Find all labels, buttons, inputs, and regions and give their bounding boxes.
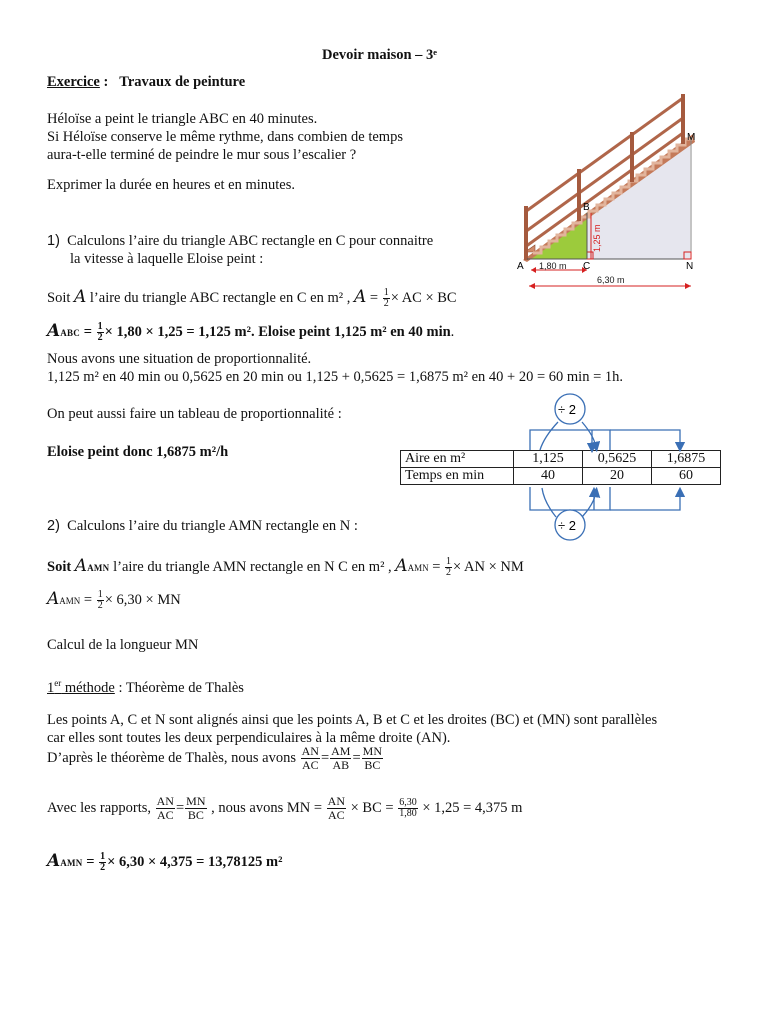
ratio-an-ac-3: [327, 795, 346, 822]
soit-word: Soit: [47, 290, 74, 306]
intro-line-3: aura-t-elle terminé de peindre le mur sous l’escalier ?: [47, 147, 357, 163]
fraction-half: [383, 288, 390, 309]
frac-num: MN: [362, 744, 383, 758]
cell-area-2: 0,5625: [583, 451, 652, 468]
frac-den: 2: [383, 298, 389, 310]
final-eq: =: [86, 854, 95, 870]
label-m: M: [687, 132, 696, 143]
frac-num: 1: [383, 287, 389, 299]
area-symbol-abc: A: [47, 321, 61, 341]
method-num: 1: [47, 679, 55, 696]
frac-num: 1: [446, 556, 452, 568]
exercise-sep: :: [99, 74, 109, 90]
soit-word-2: Soit: [47, 559, 75, 575]
ratios-result: × 1,25 = 4,375 m: [418, 799, 523, 816]
frac-den: 2: [97, 600, 103, 612]
op-top-label: ÷ 2: [558, 402, 576, 417]
table-arrows: [520, 392, 740, 552]
dim-bc: 1,25 m: [592, 224, 602, 252]
intro-line-4: Exprimer la durée en heures et en minutes.: [47, 177, 296, 193]
amn-sub-final: AMN: [60, 858, 83, 868]
frac-num: 6,30: [399, 797, 417, 808]
row-head-area: Aire en m²: [401, 451, 514, 468]
soit-text: l’aire du triangle ABC rectangle en C en m² ,: [86, 290, 354, 306]
abc-dot: .: [450, 324, 455, 340]
ratio-an-ac-2: [156, 795, 175, 822]
label-n: N: [686, 261, 694, 272]
soit-formula: × AC × BC: [390, 290, 457, 306]
area-symbol-final: A: [47, 851, 61, 871]
frac-num: 1: [100, 851, 106, 863]
soit-formula-2: × AN × NM: [453, 559, 524, 575]
staircase-figure: [505, 92, 715, 292]
frac-den: AB: [332, 758, 350, 772]
thales-para-1: Les points A, C et N sont alignés ainsi que les points A, B et C et les droites (BC) et (MN) sont parallèles: [47, 712, 658, 728]
intro-line-2: Si Héloïse conserve le même rythme, dans combien de temps: [47, 129, 403, 145]
method-rest: : Théorème de Thalès: [114, 679, 244, 696]
frac-num: AM: [331, 744, 351, 758]
frac-den: AC: [156, 808, 174, 822]
frac-den: BC: [187, 808, 204, 822]
ratio-mn-bc-2: [185, 795, 206, 822]
ratios-text-2: , nous avons MN =: [207, 799, 326, 816]
eq-2: =: [352, 749, 361, 766]
frac-den: AC: [327, 808, 345, 822]
final-calc: × 6,30 × 4,375 = 13,78125 m²: [107, 854, 283, 870]
exercise-name: Travaux de peinture: [119, 74, 246, 90]
mn-title: Calcul de la longueur MN: [47, 637, 199, 653]
amn-formula: × 6,30 × MN: [104, 592, 181, 608]
cell-area-3: 1,6875: [652, 451, 721, 468]
ratios-text-3: × BC =: [347, 799, 398, 816]
fraction-half-final: [99, 852, 106, 873]
frac-num: 1: [97, 321, 103, 333]
amn-sub: AMN: [87, 563, 110, 573]
area-symbol-amn-3: A: [47, 589, 60, 609]
table-intro: On peut aussi faire un tableau de proportionnalité :: [47, 406, 342, 422]
part1-num: 1): [47, 233, 60, 249]
abc-eq: =: [83, 324, 92, 340]
frac-den: BC: [364, 758, 381, 772]
method-word: méthode: [61, 679, 115, 696]
frac-den: 1,80: [399, 808, 417, 819]
dim-an: 6,30 m: [597, 275, 625, 285]
part2-text-1: Calculons l’aire du triangle AMN rectangle en N :: [67, 518, 358, 534]
eq-1: =: [320, 749, 330, 766]
frac-den: AC: [301, 758, 319, 772]
area-symbol-2: A: [353, 287, 367, 307]
label-b: B: [583, 202, 590, 213]
abc-sub: ABC: [60, 328, 81, 338]
final-area-line: [47, 852, 282, 873]
fraction-half-2: [445, 557, 452, 578]
part1-text-1: Calculons l’aire du triangle ABC rectangle en C pour connaitre: [67, 233, 434, 249]
cell-time-3: 60: [652, 468, 721, 485]
method-sup: er: [54, 678, 62, 688]
method-heading: [47, 674, 244, 697]
thales-para-2: car elles sont toutes les deux perpendiculaires à la même droite (AN).: [47, 730, 451, 746]
op-bottom-label: ÷ 2: [558, 518, 576, 533]
ratio-mn-bc: [362, 745, 383, 772]
area-symbol-amn-2: A: [395, 556, 408, 576]
amn-line-2: [47, 590, 181, 611]
thales-text: D’après le théorème de Thalès, nous avons: [47, 749, 300, 766]
prop-calc: 1,125 m² en 40 min ou 0,5625 en 20 min ou 1,125 + 0,5625 = 1,6875 m² en 40 + 20 = 60 min = 1h.: [47, 369, 623, 385]
cell-time-2: 20: [583, 468, 652, 485]
part1-line-1: [47, 232, 433, 250]
frac-num: MN: [186, 794, 206, 808]
intro-line-1: Héloïse a peint le triangle ABC en 40 minutes.: [47, 111, 318, 127]
amn-sub-3: AMN: [59, 596, 81, 606]
prop-line: Nous avons une situation de proportionnalité.: [47, 351, 312, 367]
frac-den: 2: [100, 862, 106, 874]
exercise-heading: [47, 73, 245, 91]
cell-time-1: 40: [514, 468, 583, 485]
ratio-630-180: [398, 798, 418, 819]
frac-num: AN: [327, 794, 345, 808]
area-symbol: A: [74, 287, 87, 307]
cell-area-1: 1,125: [514, 451, 583, 468]
frac-den: 2: [446, 567, 452, 579]
eq-3: =: [175, 799, 185, 816]
part1-soit-line: [47, 288, 457, 309]
frac-num: AN: [301, 744, 319, 758]
part2-line-1: [47, 517, 358, 535]
ratios-text: Avec les rapports,: [47, 799, 155, 816]
thales-equation: [47, 745, 384, 772]
label-c: C: [583, 261, 591, 272]
soit-text-2: l’aire du triangle AMN rectangle en N C en m² ,: [109, 559, 396, 575]
abc-area-line: [47, 322, 454, 343]
ratios-line: [47, 795, 522, 822]
ratio-an-ac: [301, 745, 320, 772]
part2-soit-line: [47, 557, 524, 578]
frac-num: AN: [156, 794, 174, 808]
row-head-time: Temps en min: [401, 468, 514, 485]
method-label: [47, 680, 115, 696]
result-speed: Eloise peint donc 1,6875 m²/h: [47, 444, 229, 460]
part2-num: 2): [47, 518, 60, 534]
area-symbol-amn: A: [74, 556, 88, 576]
part1-line-2: la vitesse à laquelle Eloise peint :: [70, 251, 264, 267]
soit-eq-2: =: [428, 559, 445, 575]
frac-num: 1: [97, 589, 103, 601]
page-title: Devoir maison – 3ᵉ: [322, 47, 438, 63]
amn-sub-2: AMN: [407, 563, 429, 573]
fraction-half-abc: [97, 322, 104, 343]
frac-den: 2: [97, 332, 103, 344]
amn-eq: =: [83, 592, 93, 608]
abc-calc: × 1,80 × 1,25 = 1,125 m². Eloise peint 1,125 m² en 40 min: [104, 324, 451, 340]
exercise-label: Exercice: [47, 74, 100, 90]
label-a: A: [517, 261, 524, 272]
dim-ac: 1,80 m: [539, 261, 567, 271]
ratio-am-ab: [330, 745, 351, 772]
fraction-half-3: [97, 590, 104, 611]
soit-eq: =: [366, 290, 382, 306]
